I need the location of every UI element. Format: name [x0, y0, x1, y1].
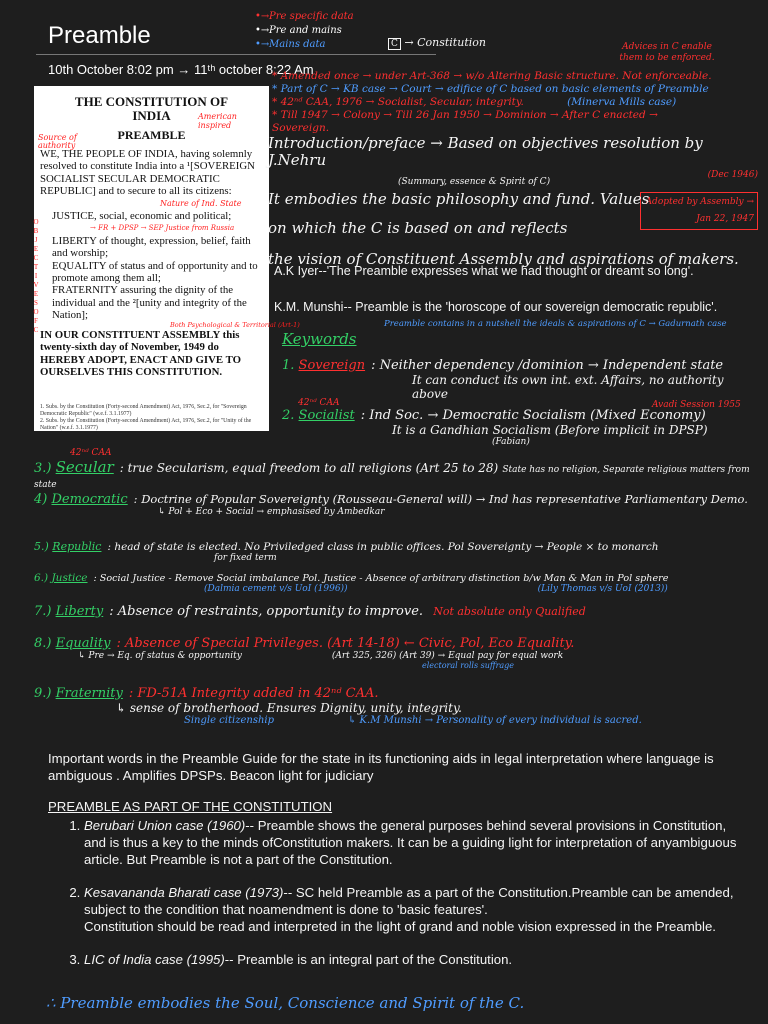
amendment-notes — [272, 70, 712, 135]
keyword-liberty: 7.) Liberty : Absence of restraints, opportunity to improve. Not absolute only Qualified — [34, 604, 586, 619]
keyword-justice: 6.) Justice : Social Justice - Remove Social imbalance Pol. Justice - Absence of arbitrary distinction b/w Man & Man in Pol sphere (Dalmia cement v/s UoI (1996)) (Lily Thomas v/s UoI (2013)) — [34, 572, 669, 594]
doc-subtitle: INDIA — [132, 108, 171, 123]
title-divider — [36, 54, 436, 55]
intro-notes — [268, 135, 758, 268]
color-legend — [255, 10, 354, 52]
keyword-democratic: 4) Democratic : Doctrine of Popular Sovereignty (Rousseau-General will) → Ind has representative Parliamentary Demo. ↳ Pol + Eco + Social → emphasised by Ambedkar — [34, 492, 748, 517]
importance-paragraph: Important words in the Preamble Guide for the state in its functioning aids in legal interpretation where language is ambiguous . Amplifies DPSPs. Beacon light for judiciary — [48, 751, 714, 783]
bullet-icon: •→ — [255, 39, 270, 50]
legend-item-blue: •→Mains data — [255, 39, 326, 50]
summary-note: (Summary, essence & Spirit of C) — [398, 177, 551, 187]
section-heading: PREAMBLE AS PART OF THE CONSTITUTION — [48, 799, 333, 814]
american-inspired-note: American inspired — [198, 112, 237, 130]
list-item: 3. LIC of India case (1995)-- Preamble is an integral part of the Constitution. — [84, 951, 748, 968]
quote-iyer: A.K Iyer--'The Preamble expresses what we had thought or dreamt so long'. — [274, 264, 694, 278]
conclusion-line: ∴ Preamble embodies the Soul, Conscience and Spirit of the C. — [46, 994, 525, 1012]
note-line: * Part of C → KB case → Court → edifice of C based on basic elements of Preamble — [272, 83, 709, 95]
intro-line: on which the C is based on and reflects — [268, 219, 568, 237]
boxed-c-icon: C — [388, 38, 401, 50]
keyword-sovereign: 1. Sovereign : Neither dependency /dominion → Independent state It can conduct its own int. ext. Affairs, no authority above — [282, 358, 724, 401]
keyword-equality: 8.) Equality : Absence of Special Privileges. (Art 14-18) ← Civic, Pol, Eco Equality. ↳ Pre → Eq. of status & opportunity (Art 325, 326) (Art 39) → Equal pay for equal work electoral rolls suffrage — [34, 636, 575, 670]
note-line: * Till 1947 → Colony → Till 26 Jan 1950 → Dominion → After C enacted → Sovereign. — [272, 109, 658, 134]
case-list — [48, 817, 748, 968]
doc-footnotes: 1. Subs. by the Constitution (Forty-second Amendment) Act, 1976, Sec.2, for "Sovereign Democratic Republic" (w.e.f. 3.1.1977) 2. Subs. by the Constitution (Forty-second Amendment) Act, 1976, Sec.2, for "Unity of the Nation" (w.e.f. 3.1.1977) — [40, 404, 252, 431]
adopted-note: Adopted by Assembly → Jan 22, 1947 — [640, 192, 758, 230]
source-note: Source of authority — [38, 133, 77, 150]
doc-title: THE CONSTITUTION OF — [74, 94, 229, 109]
note-line: * Amended once → under Art-368 → w/o Altering Basic structure. Not enforceable. — [272, 70, 712, 82]
preamble-note: Preamble contains in a nutshell the ideals & aspirations of C → Gadurnath case — [384, 319, 727, 329]
keywords-heading: Keywords — [282, 330, 357, 348]
date-line: 10th October 8:02 pm → 11ᵗʰ october 8:22 Am — [48, 62, 314, 77]
doc-heading: PREAMBLE — [117, 128, 186, 142]
page-title: Preamble — [48, 22, 151, 49]
objectives-vertical-note: O B J E C T I V E S O F C — [33, 218, 39, 334]
constitution-symbol-legend: C → Constitution — [388, 36, 486, 50]
bottom-notes — [48, 750, 748, 968]
keyword-secular: 42ⁿᵈ CAA 3.) Secular : true Secularism, equal freedom to all religions (Art 25 to 28) State has no religion, Separate religious matters from state — [34, 448, 750, 490]
doc-body: WE, THE PEOPLE OF INDIA, having solemnly resolved to constitute India into a ¹[SOVEREIGN SOCIALIST SECULAR DEMOCRATIC REPUBLIC] and to secure to all its citizens: Nature of Ind. State JUSTICE, social, economic and political; → FR + DPSP → SEP Justice from Russia LIBERTY of thought, expression, belief, faith and worship; EQUALITY of status and of opportunity and to promote among them all; FRATERNITY assuring the dignity of the individual and the ²[unity and integrity of the Nation]; Both Psychological & Territorial (Art-1) IN OUR CONSTITUENT ASSEMBLY this twenty-sixth day of November, 1949 do HEREBY ADOPT, ENACT AND GIVE TO OURSELVES THIS CONSTITUTION. — [40, 148, 300, 378]
list-item: 2. Kesavananda Bharati case (1973)-- SC held Preamble as a part of the Constitution.Preamble can be amended, subject to the condition that noamendment is done to 'basic features'. Constitution should be read and interpreted in the light of grand and noble vision expressed in the Preamble. — [84, 884, 748, 935]
keyword-socialist: 42ⁿᵈ CAA 2. Socialist : Ind Soc. → Democratic Socialism (Mixed Economy) It is a Gandhian Socialism (Before implicit in DPSP) Avadi Session 1955 (Fabian) — [282, 398, 741, 447]
preamble-document-image — [33, 86, 300, 431]
legend-item-white: •→Pre and mains — [255, 25, 342, 36]
advices-note: Advices in C enable them to be enforced. — [619, 42, 715, 63]
bullet-icon: •→ — [255, 25, 270, 36]
intro-line: the vision of Constituent Assembly and aspirations of makers. — [268, 250, 739, 268]
intro-line: Introduction/preface → Based on objectives resolution by J.Nehru — [268, 134, 703, 169]
dec-note: (Dec 1946) — [707, 170, 758, 180]
bullet-icon: •→ — [255, 11, 270, 22]
legend-item-red: •→Pre specific data — [255, 11, 354, 22]
keyword-fraternity: 9.) Fraternity : FD-51A Integrity added in 42ⁿᵈ CAA. ↳ sense of brotherhood. Ensures Dignity, unity, integrity. Single citizenship ↳ K.M Munshi → Personality of every individual is sacred. — [34, 686, 642, 726]
keyword-republic: 5.) Republic : head of state is elected. No Priviledged class in public offices. Pol Sovereignty → People × to monarch for fixed term — [34, 540, 659, 563]
quote-munshi: K.M. Munshi-- Preamble is the 'horoscope of our sovereign democratic republic'. — [274, 300, 718, 314]
list-item: 1. Berubari Union case (1960)-- Preamble shows the general purposes behind several provisions in Constitution, and is thus a key to the minds ofConstitution makers. It can be a guiding light for interpretation of anyambiguous article. But Preamble is not a part of the Constitution. — [84, 817, 748, 868]
intro-line: It embodies the basic philosophy and fund. Values — [268, 190, 650, 208]
note-line: * 42ⁿᵈ CAA, 1976 → Socialist, Secular, integrity. (Minerva Mills case) — [272, 96, 677, 108]
